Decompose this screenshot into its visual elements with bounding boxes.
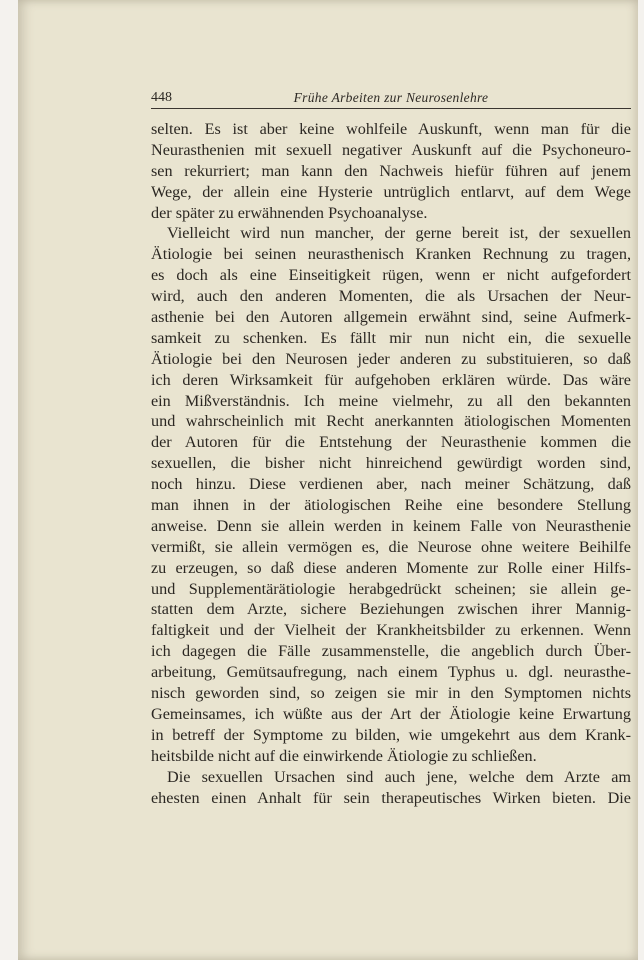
text-line: Neurasthenien mit sexuell negativer Auskunft auf die Psychoneuro-: [151, 140, 631, 159]
running-title: Frühe Arbeiten zur Neurosenlehre: [293, 90, 489, 105]
text-line: der Autoren für die Entstehung der Neurasthenie kommen die: [151, 433, 631, 452]
text-line: noch hinzu. Diese verdienen aber, nach meiner Schätzung, daß: [151, 475, 631, 494]
text-line: Die sexuellen Ursachen sind auch jene, welche dem Arzte am: [167, 767, 631, 786]
text-line: der später zu erwähnenden Psychoanalyse.: [151, 203, 428, 222]
running-header: [151, 88, 631, 109]
text-line: Ätiologie bei den Neurosen jeder anderen zu substituieren, so daß: [151, 349, 631, 368]
text-line: selten. Es ist aber keine wohlfeile Auskunft, wenn man für die: [151, 120, 631, 138]
text-line: asthenie bei den Autoren allgemein erwähnt sind, seine Aufmerk-: [151, 308, 631, 327]
text-line: wird, auch den anderen Momenten, die als Ursachen der Neur-: [151, 287, 631, 306]
text-line: und Supplementärätiologie herabgedrückt scheinen; sie allein ge-: [151, 579, 631, 598]
text-line: ehesten einen Anhalt für sein therapeutisches Wirken bieten. Die: [151, 788, 631, 807]
text-line: sen rekurriert; man kann den Nachweis hiefür führen auf jenem: [151, 161, 631, 180]
text-line: Vielleicht wird nun mancher, der gerne bereit ist, der sexuellen: [167, 224, 631, 243]
text-line: und wahrscheinlich mit Recht anerkannten ätiologischen Momenten: [151, 412, 631, 431]
text-line: in betreff der Symptome zu bilden, wie umgekehrt aus dem Krank-: [151, 725, 631, 744]
text-line: es doch als eine Einseitigkeit rügen, wenn er nicht aufgefordert: [151, 266, 631, 285]
text-line: heitsbilde nicht auf die einwirkende Ätiologie zu schließen.: [151, 746, 537, 765]
text-line: faltigkeit und der Vielheit der Krankheitsbilder zu erkennen. Wenn: [151, 621, 631, 640]
text-line: anweise. Denn sie allein werden in keinem Falle von Neurasthenie: [151, 516, 631, 535]
text-line: man ihnen in der ätiologischen Reihe eine besondere Stellung: [151, 496, 631, 515]
book-page: [18, 0, 638, 960]
text-line: samkeit zu schenken. Es fällt mir nun nicht ein, die sexuelle: [151, 328, 631, 347]
text-line: sexuellen, die bisher nicht hinreichend gewürdigt worden sind,: [151, 454, 631, 473]
page-number: 448: [151, 90, 172, 105]
text-line: nisch geworden sind, so zeigen sie mir in den Symptomen nichts: [151, 684, 631, 703]
text-line: statten dem Arzte, sichere Beziehungen zwischen ihrer Mannig-: [151, 600, 631, 619]
text-line: zu erzeugen, so daß diese anderen Momente zur Rolle einer Hilfs-: [151, 558, 631, 577]
text-line: ein Mißverständnis. Ich meine vielmehr, zu all den bekannten: [151, 391, 631, 410]
text-line: Ätiologie bei seinen neurasthenisch Kranken Rechnung zu tragen,: [151, 245, 631, 264]
text-line: arbeitung, Gemütsaufregung, nach einem Typhus u. dgl. neurasthe-: [151, 663, 631, 682]
text-line: ich deren Wirksamkeit für aufgehoben erklären würde. Das wäre: [151, 370, 631, 389]
text-line: vermißt, sie allein vermögen es, die Neurose ohne weitere Beihilfe: [151, 537, 631, 556]
text-line: ich dagegen die Fälle zusammenstelle, die angeblich durch Über-: [151, 642, 631, 661]
body-text: [151, 119, 631, 808]
text-line: Gemeinsames, ich wüßte aus der Art der Ätiologie keine Erwartung: [151, 704, 631, 723]
text-line: Wege, der allein eine Hysterie untrüglich entlarvt, auf dem Wege: [151, 182, 631, 201]
